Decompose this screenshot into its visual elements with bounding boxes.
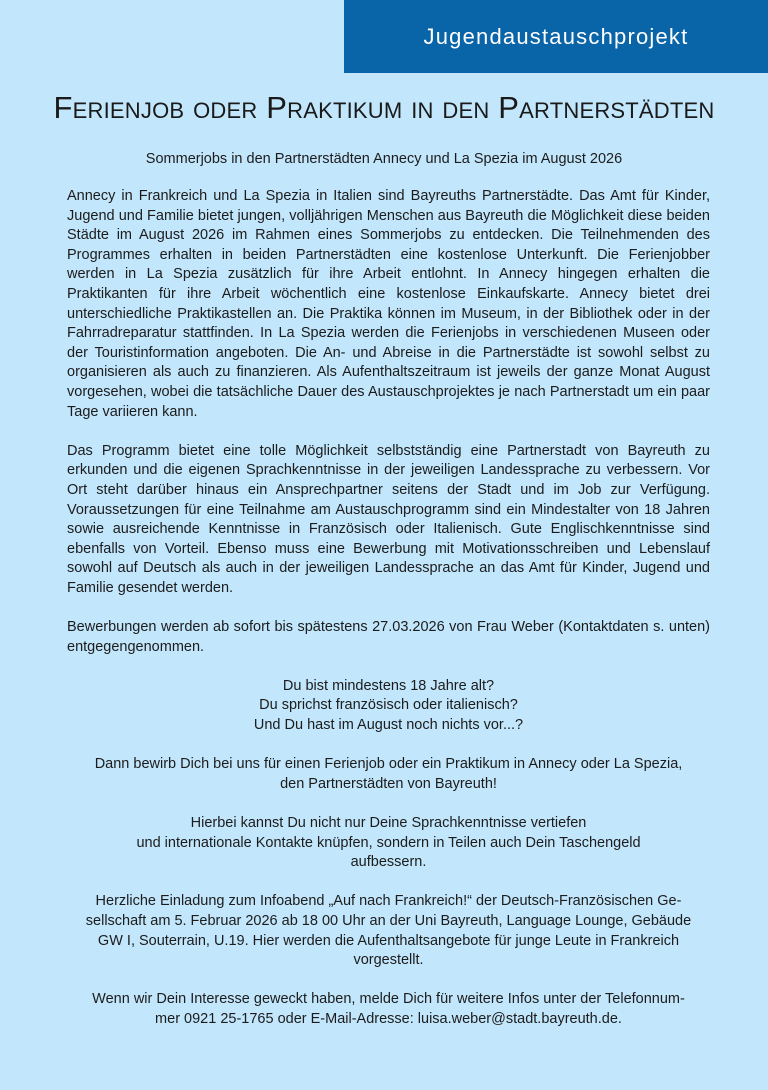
main-content (67, 187, 710, 1049)
benefits-block (67, 814, 710, 873)
question-line: Du sprichst französisch oder italienisch? (259, 697, 518, 714)
project-tag-text: Jugendaustauschprojekt (423, 23, 689, 49)
benefits-line: aufbessern. (350, 854, 427, 871)
contact-line: Wenn wir Dein Interesse geweckt haben, melde Dich für weitere Infos unter der Telefonnum- (92, 991, 685, 1008)
project-tag-banner (344, 0, 768, 73)
contact-block (67, 990, 710, 1029)
invitation-line: GW I, Souterrain, U.19. Hier werden die Aufenthaltsangebote für junge Leute in Frankreich (97, 932, 680, 949)
contact-line: mer 0921 25-1765 oder E-Mail-Adresse: luisa.weber@stadt.bayreuth.de. (155, 1010, 622, 1027)
benefits-line: und internationale Kontakte knüpfen, sondern in Teilen auch Dein Taschengeld (136, 834, 641, 851)
program-paragraph: Das Programm bietet eine tolle Möglichkeit selbstständig eine Partnerstadt von Bayreuth zu erkunden und die eigenen Sprachkenntnisse in der jeweiligen Landessprache zu verbessern. Vor Ort steht darüber hinaus ein Ansprechpartner seitens der Stadt und im Job zur Verfügung. Voraussetzungen für eine Teilnahme am Austauschprogramm sind ein Mindestalter von 18 Jahren sowie ausreichende Kenntnisse in Französisch oder Italienisch. Gute Englischkenntnisse sind ebenfalls von Vorteil. Ebenso muss eine Bewerbung mit Motivationsschreiben und Lebenslauf sowohl auf Deutsch als auch in der jeweiligen Landessprache an das Amt für Kinder, Jugend und Familie gesendet werden. (67, 442, 710, 596)
invitation-block (67, 892, 710, 970)
application-paragraph: Bewerbungen werden ab sofort bis spätestens 27.03.2026 von Frau Weber (Kontaktdaten s. unten) entgegengenommen. (67, 619, 710, 655)
invitation-line: vorgestellt. (353, 952, 424, 969)
cta-line: Dann bewirb Dich bei uns für einen Ferienjob oder ein Praktikum in Annecy oder La Spezia, (94, 756, 683, 773)
cta-line: den Partnerstädten von Bayreuth! (280, 775, 497, 792)
invitation-line: sellschaft am 5. Februar 2026 ab 18 00 Uhr an der Uni Bayreuth, Language Lounge, Gebäude (85, 912, 692, 929)
benefits-line: Hierbei kannst Du nicht nur Deine Sprachkenntnisse vertiefen (190, 815, 587, 831)
page-title: Ferienjob oder Praktikum in den Partnerstädten (53, 90, 715, 125)
question-line: Und Du hast im August noch nichts vor...? (253, 717, 524, 734)
invitation-line: Herzliche Einladung zum Infoabend „Auf nach Frankreich!“ der Deutsch-Französischen Ge- (95, 893, 682, 910)
page-subtitle: Sommerjobs in den Partnerstädten Annecy und La Spezia im August 2026 (145, 151, 623, 167)
call-to-action-block (67, 755, 710, 794)
intro-paragraph: Annecy in Frankreich und La Spezia in Italien sind Bayreuths Partnerstädte. Das Amt für Kinder, Jugend und Familie bietet jungen, volljährigen Menschen aus Bayreuth die Möglichkeit diese beiden Städte im August 2026 im Rahmen eines Sommerjobs zu entdecken. Die Teilnehmenden des Programmes erhalten in beiden Partnerstädten eine kostenlose Unterkunft. Die Ferienjobber werden in La Spezia zusätzlich für ihre Arbeit entlohnt. In Annecy hingegen erhalten die Praktikanten für ihre Arbeit wöchentlich eine kostenlose Einkaufskarte. Annecy bietet drei unterschiedliche Praktikastellen an. Die Praktika können im Museum, in der Bibliothek oder in der Fahrradreparatur stattfinden. In La Spezia werden die Ferienjobs in verschiedenen Museen oder der Touristinformation angeboten. Die An- und Abreise in die Partnerstädte ist sowohl selbst zu organisieren als auch zu finanzieren. Als Aufenthaltszeitraum ist jeweils der ganze Monat August vorgesehen, wobei die tatsächliche Dauer des Austauschprojektes je nach Partnerstadt um ein paar Tage variieren kann. (67, 188, 710, 420)
question-line: Du bist mindestens 18 Jahre alt? (282, 677, 495, 694)
questions-block (67, 677, 710, 736)
